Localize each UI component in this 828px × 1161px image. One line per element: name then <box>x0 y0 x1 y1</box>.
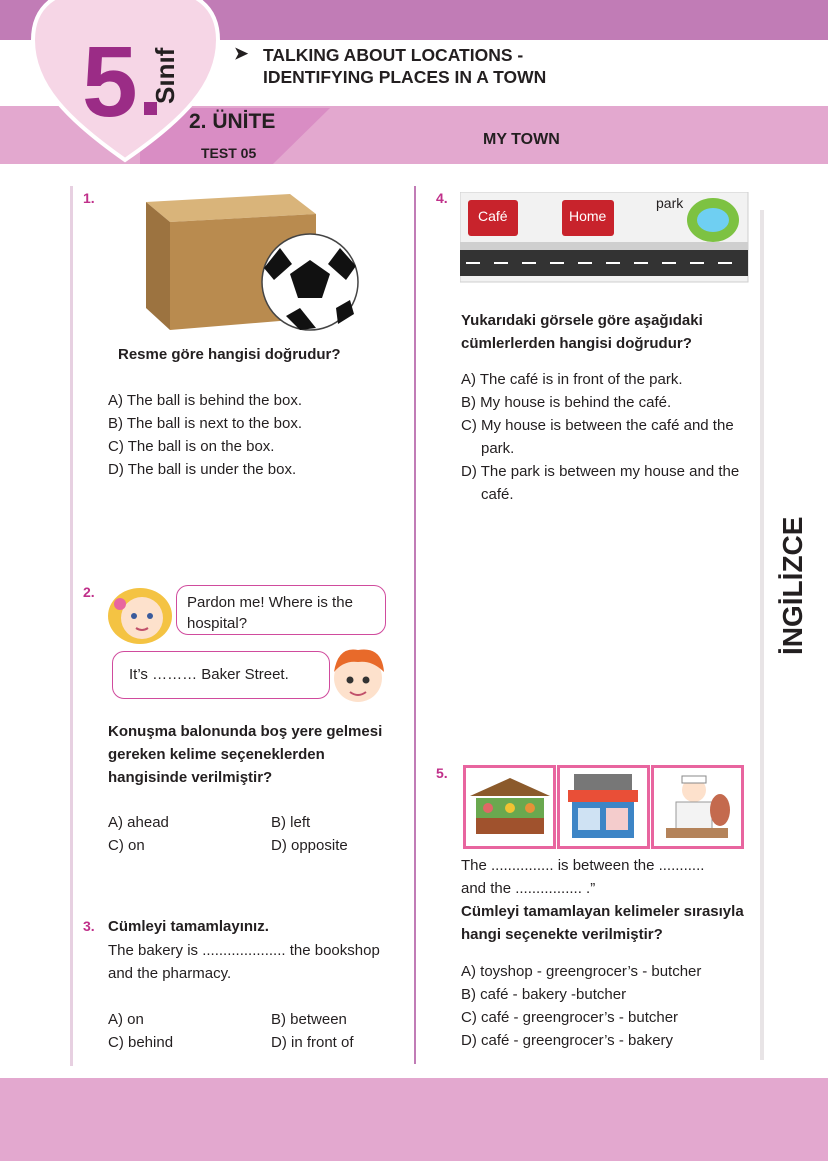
q3-number: 3. <box>83 918 95 934</box>
girl-face-icon <box>106 582 176 646</box>
grade-word: Sınıf <box>150 47 180 104</box>
greengrocer-image <box>463 765 556 849</box>
q4-options <box>461 368 751 506</box>
speech-bubble-answer: It’s ……… Baker Street. <box>112 651 330 699</box>
q1-option-d[interactable]: D) The ball is under the box. <box>108 461 297 478</box>
q5-option-c[interactable]: C) café - greengrocer’s - butcher <box>461 1009 679 1026</box>
q5-sentence: The ............... is between the ........... and the ................ .” <box>461 857 705 897</box>
q2-question: Konuşma balonunda boş yere gelmesi gereken kelime seçeneklerden hangisinde verilmiştir? <box>108 723 383 786</box>
grade-number: 5 <box>82 26 138 138</box>
svg-text:İNGİLİZCE: İNGİLİZCE <box>777 516 808 655</box>
q5-question: Cümleyi tamamlayan kelimeler sırasıyla hangi seçenekte verilmiştir? <box>461 903 744 943</box>
topic-title: TALKING ABOUT LOCATIONS - IDENTIFYING PLACES IN A TOWN <box>263 45 547 87</box>
q5-number: 5. <box>436 765 448 781</box>
q2-option-b[interactable]: B) left <box>271 814 311 831</box>
side-rule <box>760 210 764 1060</box>
side-label <box>762 485 822 675</box>
q4-option-b[interactable]: B) My house is behind the café. <box>461 394 672 411</box>
q2-options <box>108 811 408 857</box>
section-title: MY TOWN <box>483 131 560 148</box>
q4-option-d[interactable]: D) The park is between my house and the café. <box>461 463 740 503</box>
q3-instruction: Cümleyi tamamlayınız. <box>108 918 269 935</box>
left-rule <box>70 186 73 1066</box>
unit-label: 2. ÜNİTE <box>189 110 276 133</box>
q3-option-d[interactable]: D) in front of <box>271 1034 354 1051</box>
home-label: Home <box>569 208 607 224</box>
q4-option-a[interactable]: A) The café is in front of the park. <box>461 371 683 388</box>
grade-heart-badge <box>28 0 223 165</box>
q4-number: 4. <box>436 190 448 206</box>
column-divider <box>414 186 416 1064</box>
q1-option-b[interactable]: B) The ball is next to the box. <box>108 415 302 432</box>
q4-option-c[interactable]: C) My house is between the café and the park. <box>461 417 734 457</box>
q2-option-c[interactable]: C) on <box>108 837 145 854</box>
street-map-image <box>460 192 750 284</box>
q2-number: 2. <box>83 584 95 600</box>
butcher-image <box>651 765 744 849</box>
footer-band <box>0 1078 828 1161</box>
arrow-icon: ➤ <box>234 44 249 63</box>
cafe-shop-image <box>557 765 650 849</box>
q3-sentence: The bakery is .................... the bookshop and the pharmacy. <box>108 942 380 982</box>
q2-option-d[interactable]: D) opposite <box>271 837 348 854</box>
box-and-ball-image <box>140 190 365 335</box>
q3-options <box>108 1008 408 1054</box>
q1-option-a[interactable]: A) The ball is behind the box. <box>108 392 303 409</box>
q3-option-c[interactable]: C) behind <box>108 1034 174 1051</box>
q5-option-b[interactable]: B) café - bakery -butcher <box>461 986 627 1003</box>
park-label: park <box>656 195 684 211</box>
speech-bubble-question: Pardon me! Where is the hospital? <box>176 585 386 635</box>
q5-option-a[interactable]: A) toyshop - greengrocer’s - butcher <box>461 963 702 980</box>
q4-question: Yukarıdaki görsele göre aşağıdaki cümlerlerden hangisi doğrudur? <box>461 312 703 352</box>
cafe-label: Café <box>478 208 508 224</box>
q1-options <box>108 389 302 481</box>
q5-option-d[interactable]: D) café - greengrocer’s - bakery <box>461 1032 674 1049</box>
q3-option-a[interactable]: A) on <box>108 1011 144 1028</box>
q1-option-c[interactable]: C) The ball is on the box. <box>108 438 275 455</box>
test-label: TEST 05 <box>201 145 257 161</box>
q1-question: Resme göre hangisi doğrudur? <box>118 346 341 363</box>
q2-option-a[interactable]: A) ahead <box>108 814 169 831</box>
q5-options <box>461 960 751 1052</box>
q3-option-b[interactable]: B) between <box>271 1011 347 1028</box>
boy-face-icon <box>326 642 390 708</box>
q1-number: 1. <box>83 190 95 206</box>
